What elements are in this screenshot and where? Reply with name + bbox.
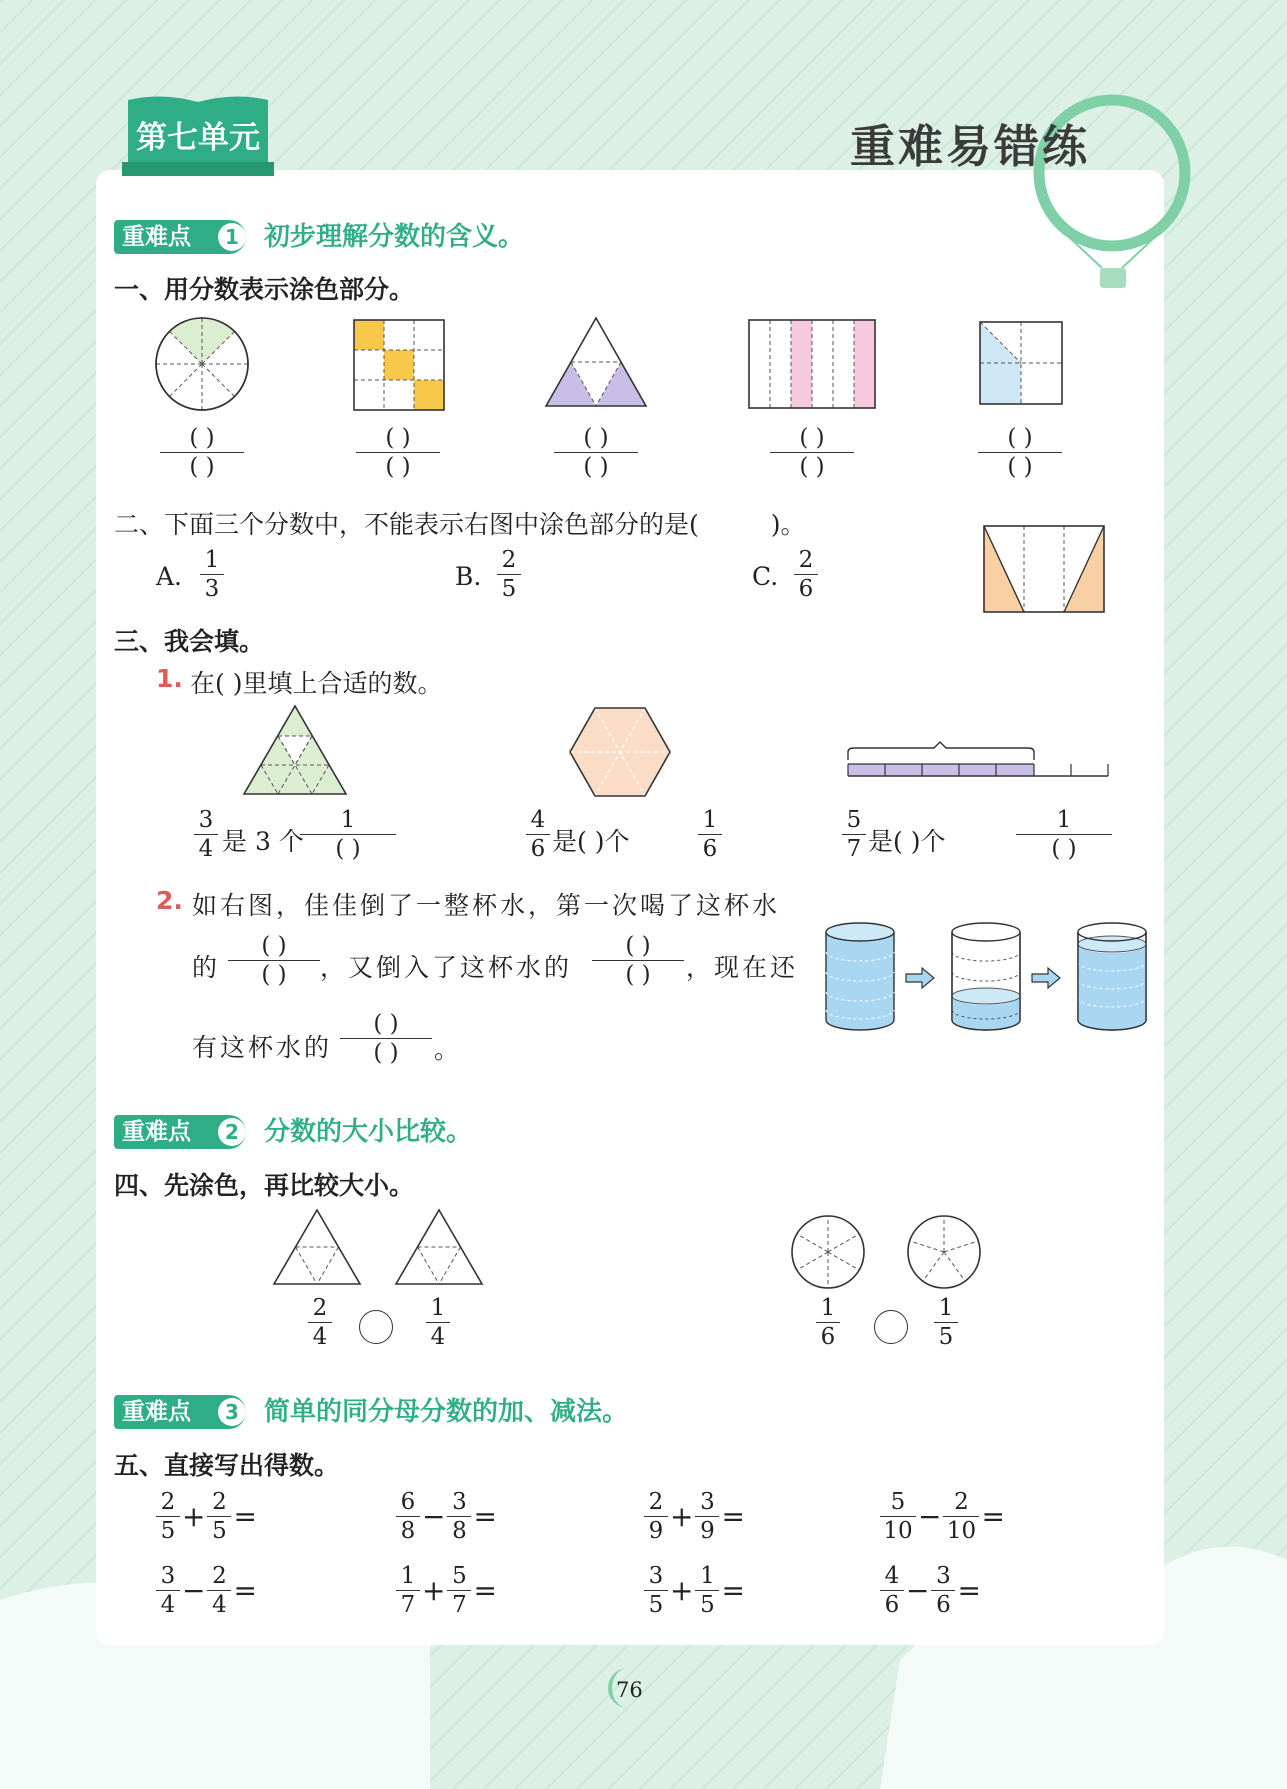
water-cups-figure — [826, 922, 1148, 1034]
expression-equals: = — [233, 1574, 257, 1607]
expression-right-fraction: $\frac{2}{4}$ — [207, 1562, 231, 1619]
arrow-1 — [906, 968, 934, 988]
option-a-label[interactable]: A. — [156, 562, 183, 591]
key-point-title: 初步理解分数的含义。 — [264, 222, 525, 252]
circle-eighths-figure — [152, 314, 252, 414]
fill-1-text: 是 3 个 — [222, 827, 304, 856]
arrow-2 — [1032, 968, 1060, 988]
compare-1-left-fraction: 2 4 — [308, 1294, 332, 1351]
expression-operator: + — [422, 1574, 446, 1607]
compare-1-right-fraction: 1 4 — [426, 1294, 450, 1351]
fill-2-text[interactable]: 是( )个 — [552, 827, 630, 856]
expression-right-fraction: $\frac{5}{7}$ — [447, 1562, 471, 1619]
key-point-badge: 重难点 — [114, 220, 246, 254]
compare-2-right-fraction: 1 5 — [934, 1294, 958, 1351]
expression-equals: = — [233, 1500, 257, 1533]
part-1-instruction: 在( )里填上合适的数。 — [190, 669, 443, 698]
expression-operator: − — [422, 1500, 446, 1533]
key-point-badge: 重难点 — [114, 1115, 246, 1149]
expression-equals: = — [981, 1500, 1005, 1533]
expression-equals: = — [473, 1574, 497, 1607]
circle-sixths-compare[interactable] — [790, 1214, 866, 1290]
expression-equals: = — [721, 1500, 745, 1533]
expression-right-fraction: $\frac{3}{9}$ — [695, 1488, 719, 1545]
rectangle-strips-figure — [749, 320, 875, 408]
compare-2-left-fraction: 1 6 — [816, 1294, 840, 1351]
key-point-number: 2 — [218, 1118, 246, 1146]
expression-operator: + — [670, 1500, 694, 1533]
bracketed-bar-figure — [846, 746, 1108, 780]
expression-left-fraction: $\frac{1}{7}$ — [396, 1562, 420, 1619]
expression-left-fraction: $\frac{2}{9}$ — [644, 1488, 668, 1545]
question-3-title: 三、我会填。 — [114, 627, 265, 656]
hexagon-sixths-figure — [570, 708, 670, 796]
expression-equals: = — [957, 1574, 981, 1607]
quarter-cup — [952, 923, 1020, 1030]
expression-operator: + — [670, 1574, 694, 1607]
part-2-period: 。 — [434, 1035, 460, 1064]
option-b-fraction: 2 5 — [497, 546, 521, 603]
question-2-title: 二、下面三个分数中，不能表示右图中涂色部分的是( )。 — [114, 510, 806, 539]
key-point-title: 分数的大小比较。 — [264, 1117, 473, 1147]
expression-right-fraction: $\frac{3}{8}$ — [447, 1488, 471, 1545]
expression-operator: + — [182, 1500, 206, 1533]
page-title: 重难易错练 — [850, 120, 1091, 173]
triangle-ninths-figure — [244, 706, 346, 796]
part-2-line1: 如右图，佳佳倒了一整杯水，第一次喝了这杯水 — [192, 891, 781, 920]
fill-3-text[interactable]: 是( )个 — [868, 827, 946, 856]
answer-blank-2[interactable]: ( ) ( ) — [356, 424, 440, 481]
unit-tab — [122, 92, 274, 176]
part-2-end: ，现在还 — [686, 953, 799, 982]
expression-left-fraction: $\frac{3}{4}$ — [156, 1562, 180, 1619]
key-point-number: 3 — [218, 1398, 246, 1426]
fill-1-fraction: 3 4 — [194, 806, 218, 863]
grid-squares-figure — [354, 320, 444, 410]
page-number: 76 — [616, 1678, 643, 1702]
expression-right-fraction: $\frac{3}{6}$ — [931, 1562, 955, 1619]
expression-right-fraction: $\frac{1}{5}$ — [695, 1562, 719, 1619]
expression-left-fraction: $\frac{3}{5}$ — [644, 1562, 668, 1619]
question-1-title: 一、用分数表示涂色部分。 — [114, 275, 415, 304]
part-2-blank-2[interactable]: ( ) ( ) — [592, 932, 684, 989]
part-2-mid: ，又倒入了这杯水的 — [320, 953, 573, 982]
expression-right-fraction: $\frac{2}{5}$ — [207, 1488, 231, 1545]
key-point-title: 简单的同分母分数的加、减法。 — [264, 1397, 629, 1427]
part-2-number: 2. — [156, 886, 183, 915]
part-2-de: 的 — [192, 953, 218, 982]
expression-left-fraction: $\frac{2}{5}$ — [156, 1488, 180, 1545]
expression-operator: − — [906, 1574, 930, 1607]
answer-blank-1[interactable]: ( ) ( ) — [160, 424, 244, 481]
fill-3-blank[interactable]: 1 ( ) — [1016, 806, 1112, 863]
unit-label: 第七单元 — [136, 120, 260, 156]
key-point-number: 1 — [218, 223, 246, 251]
triangle-compare-1[interactable] — [274, 1210, 360, 1284]
fill-2-unit-fraction: 1 6 — [698, 806, 722, 863]
expression-equals: = — [721, 1574, 745, 1607]
fill-3-fraction: 5 7 — [842, 806, 866, 863]
answer-blank-5[interactable]: ( ) ( ) — [978, 424, 1062, 481]
key-point-badge: 重难点 — [114, 1395, 246, 1429]
option-c-fraction: 2 6 — [794, 546, 818, 603]
trapezoid-shaded-figure — [984, 526, 1104, 612]
part-2-line3: 有这杯水的 — [192, 1033, 333, 1062]
option-a-fraction: 1 3 — [200, 546, 224, 603]
triangle-quarters-figure — [546, 318, 646, 408]
answer-blank-4[interactable]: ( ) ( ) — [770, 424, 854, 481]
expression-equals: = — [473, 1500, 497, 1533]
circle-fifths-compare[interactable] — [906, 1214, 982, 1290]
expression-left-fraction: $\frac{4}{6}$ — [880, 1562, 904, 1619]
expression-operator: − — [182, 1574, 206, 1607]
part-2-blank-1[interactable]: ( ) ( ) — [228, 932, 320, 989]
expression-left-fraction: $\frac{5}{10}$ — [880, 1488, 916, 1545]
question-4-title: 四、先涂色，再比较大小。 — [114, 1171, 415, 1200]
square-split-figure — [980, 322, 1062, 404]
option-b-label[interactable]: B. — [455, 562, 482, 591]
expression-operator: − — [918, 1500, 942, 1533]
full-cup — [826, 923, 894, 1030]
part-2-blank-3[interactable]: ( ) ( ) — [340, 1010, 432, 1067]
triangle-compare-2[interactable] — [396, 1210, 482, 1284]
question-5-title: 五、直接写出得数。 — [114, 1451, 340, 1480]
fill-2-fraction: 4 6 — [526, 806, 550, 863]
expression-left-fraction: $\frac{6}{8}$ — [396, 1488, 420, 1545]
part-1-number: 1. — [156, 664, 183, 693]
option-c-label[interactable]: C. — [752, 562, 779, 591]
expression-right-fraction: $\frac{2}{10}$ — [943, 1488, 979, 1545]
compare-1-circle[interactable] — [359, 1310, 393, 1344]
refilled-cup — [1078, 923, 1146, 1030]
fill-1-blank[interactable]: 1 ( ) — [300, 806, 396, 863]
compare-2-circle[interactable] — [874, 1310, 908, 1344]
answer-blank-3[interactable]: ( ) ( ) — [554, 424, 638, 481]
